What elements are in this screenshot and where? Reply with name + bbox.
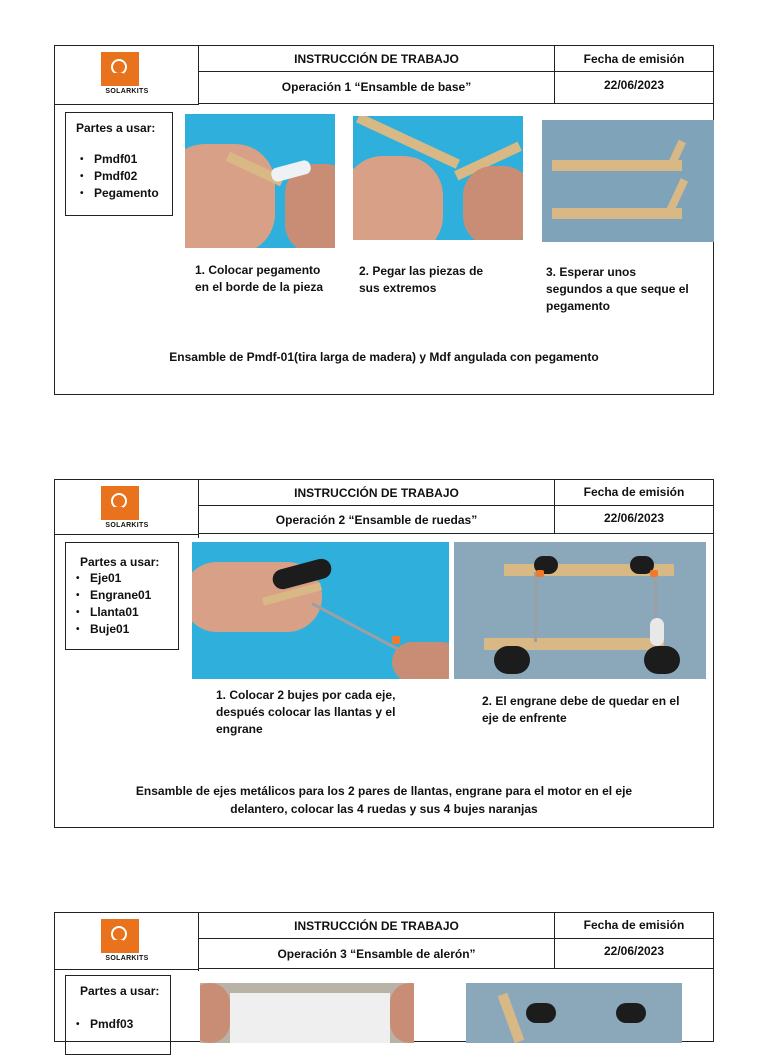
part-item: • Pmdf03 <box>72 1016 164 1033</box>
step-text-1: 1. Colocar pegamento en el borde de la pieza <box>195 263 324 294</box>
brand-name: SOLARKITS <box>105 522 149 529</box>
step-photo-spoiler-2 <box>466 983 682 1043</box>
instruction-sheet-3 <box>54 912 714 1042</box>
instruction-sheet-2 <box>54 479 714 828</box>
step-text-2: 2. El engrane debe de quedar en el eje de enfrente <box>482 694 680 725</box>
solarkits-logo-icon <box>101 52 139 86</box>
parts-list-box <box>65 975 171 1055</box>
operation-summary-line-2: delantero, colocar las 4 ruedas y sus 4 bujes naranjas <box>230 802 538 816</box>
operation-summary-line-1: Ensamble de ejes metálicos para los 2 pares de llantas, engrane para el motor en el eje <box>135 784 633 798</box>
parts-list-box <box>65 542 179 650</box>
step-photo-chassis-wheels <box>454 542 706 679</box>
part-item: • Pmdf01 <box>76 151 166 168</box>
logo-cell <box>55 480 199 538</box>
issue-date: 22/06/2023 <box>555 506 713 534</box>
logo-cell <box>55 46 199 104</box>
sheet-title: INSTRUCCIÓN DE TRABAJO <box>199 480 555 506</box>
issue-date: 22/06/2023 <box>555 72 713 104</box>
step-text-1: 1. Colocar 2 bujes por cada eje, después colocar las llantas y el engrane <box>216 688 396 736</box>
sheet-title: INSTRUCCIÓN DE TRABAJO <box>199 46 555 72</box>
brand-name: SOLARKITS <box>105 88 149 95</box>
step-text-3: 3. Esperar unos segundos a que seque el pegamento <box>546 265 689 313</box>
step-photo-apply-glue <box>185 114 335 248</box>
operation-title: Operación 2 “Ensamble de ruedas” <box>199 506 555 534</box>
part-item: • Pegamento <box>76 185 166 202</box>
sheet-title: INSTRUCCIÓN DE TRABAJO <box>199 913 555 939</box>
part-item: • Engrane01 <box>72 587 172 604</box>
part-item: • Pmdf02 <box>76 168 166 185</box>
solarkits-logo-icon <box>101 919 139 953</box>
operation-summary: Ensamble de Pmdf-01(tira larga de madera) y Mdf angulada con pegamento <box>169 350 599 364</box>
part-item: • Llanta01 <box>72 604 172 621</box>
operation-title: Operación 3 “Ensamble de alerón” <box>199 939 555 969</box>
step-text-2: 2. Pegar las piezas de sus extremos <box>359 264 484 295</box>
parts-title: Partes a usar: <box>80 555 160 569</box>
step-photo-spoiler-1 <box>200 983 414 1043</box>
operation-title: Operación 1 “Ensamble de base” <box>199 72 555 104</box>
date-label: Fecha de emisión <box>555 480 713 506</box>
solarkits-logo-icon <box>101 486 139 520</box>
parts-title: Partes a usar: <box>80 984 160 998</box>
step-photo-axle-bushings <box>192 542 449 679</box>
part-item: • Buje01 <box>72 621 172 638</box>
step-photo-join-pieces <box>353 116 523 240</box>
brand-name: SOLARKITS <box>105 955 149 962</box>
part-item: • Eje01 <box>72 570 172 587</box>
date-label: Fecha de emisión <box>555 913 713 939</box>
instruction-sheet-1 <box>54 45 714 395</box>
step-photo-drying <box>542 120 714 242</box>
issue-date: 22/06/2023 <box>555 939 713 969</box>
parts-list-box <box>65 112 173 216</box>
parts-title: Partes a usar: <box>76 121 156 135</box>
logo-cell <box>55 913 199 971</box>
date-label: Fecha de emisión <box>555 46 713 72</box>
